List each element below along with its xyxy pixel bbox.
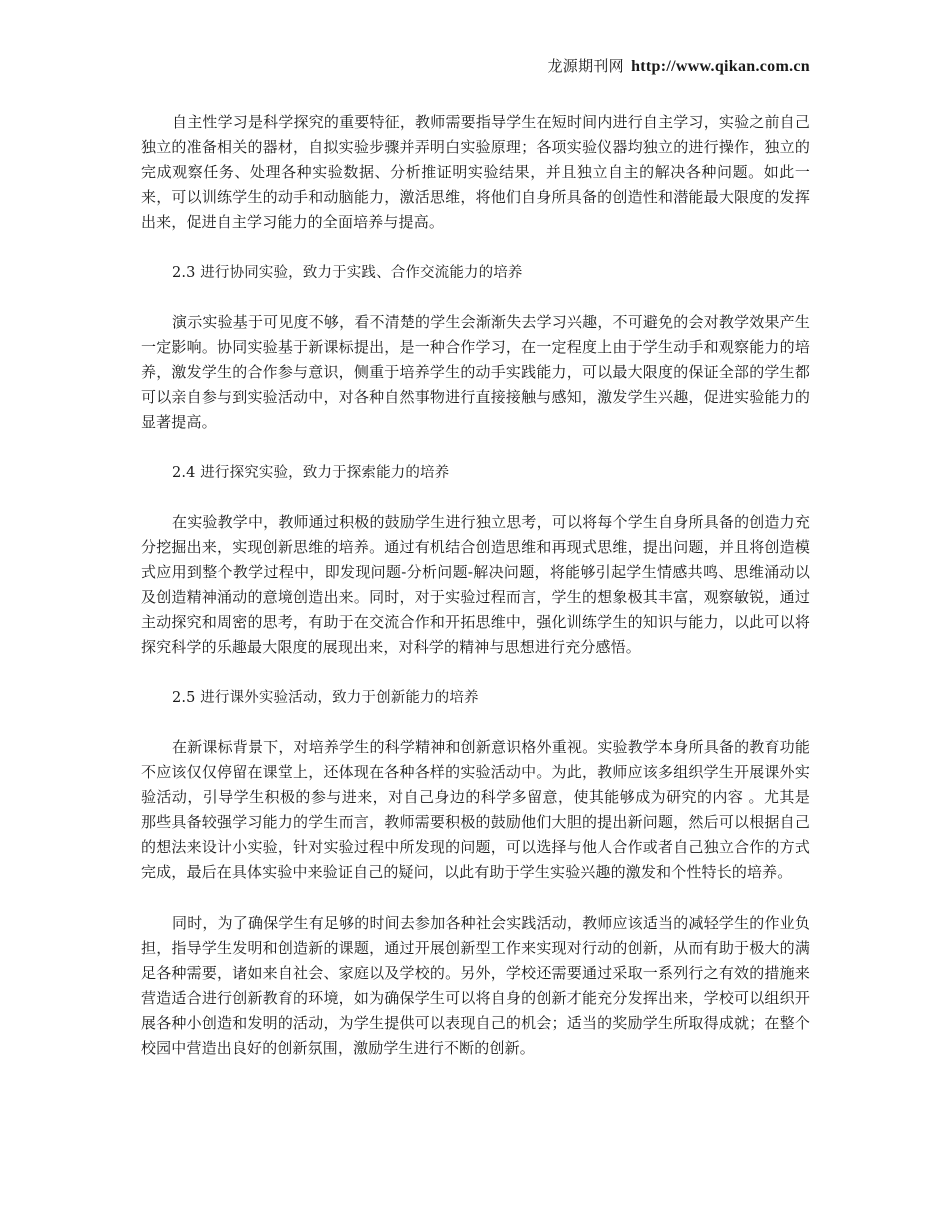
paragraph-self-learning: 自主性学习是科学探究的重要特征，教师需要指导学生在短时间内进行自主学习，实验之前自己独立的准备相关的器材，自拟实验步骤并弄明白实验原理；各项实验仪器均独立的进行操作，独立的完成观察任务、处理各种实验数据、分析推证明实验结果，并且独立自主的解决各种问题。如此一来，可以训练学生的动手和动脑能力，激活思维，将他们自身所具备的创造性和潜能最大限度的发挥出来，促进自主学习能力的全面培养与提高。 xyxy=(141,113,810,231)
section-heading-2-3: 2.3 进行协同实验，致力于实践、合作交流能力的培养 xyxy=(172,265,523,281)
paragraph-collaborative-experiment: 演示实验基于可见度不够，看不清楚的学生会渐渐失去学习兴趣，不可避免的会对教学效果产生一定影响。协同实验基于新课标提出，是一种合作学习，在一定程度上由于学生动手和观察能力的培养，激发学生的合作参与意识，侧重于培养学生的动手实践能力，可以最大限度的保证全部的学生都可以亲自参与到实验活动中，对各种自然事物进行直接接触与感知，激发学生兴趣，促进实验能力的显著提高。 xyxy=(141,313,810,431)
paragraph-exploratory-experiment: 在实验教学中，教师通过积极的鼓励学生进行独立思考，可以将每个学生自身所具备的创造力充分挖掘出来，实现创新思维的培养。通过有机结合创造思维和再现式思维，提出问题，并且将创造模式应用到整个教学过程中，即发现问题-分析问题-解决问题，将能够引起学生情感共鸣、思维涌动以及创造精神涌动的意境创造出来。同时，对于实验过程而言，学生的想象极其丰富，观察敏锐，通过主动探究和周密的思考，有助于在交流合作和开拓思维中，强化训练学生的知识与能力，以此可以将探究科学的乐趣最大限度的展现出来，对科学的精神与思想进行充分感悟。 xyxy=(141,513,810,656)
site-name: 龙源期刊网 xyxy=(547,57,624,75)
site-url: http://www.qikan.com.cn xyxy=(631,58,810,75)
paragraph-innovation-environment: 同时，为了确保学生有足够的时间去参加各种社会实践活动，教师应该适当的减轻学生的作业负担，指导学生发明和创造新的课题，通过开展创新型工作来实现对行动的创新，从而有助于极大的满足各种需要，诸如来自社会、家庭以及学校的。另外，学校还需要通过采取一系列行之有效的措施来营造适合进行创新教育的环境，如为确保学生可以将自身的创新才能充分发挥出来，学校可以组织开展各种小创造和发明的活动，为学生提供可以表现自己的机会；适当的奖励学生所取得成就；在整个校园中营造出良好的创新氛围，激励学生进行不断的创新。 xyxy=(141,914,810,1057)
article-body xyxy=(141,110,810,1061)
page-header xyxy=(547,55,810,78)
section-heading-2-5: 2.5 进行课外实验活动，致力于创新能力的培养 xyxy=(172,690,479,706)
section-heading-2-4: 2.4 进行探究实验，致力于探索能力的培养 xyxy=(172,465,450,481)
paragraph-extracurricular-activities: 在新课标背景下，对培养学生的科学精神和创新意识格外重视。实验教学本身所具备的教育功能不应该仅仅停留在课堂上，还体现在各种各样的实验活动中。为此，教师应该多组织学生开展课外实验活动，引导学生积极的参与进来，对自己身边的科学多留意，使其能够成为研究的内容 。尤其是那些具备较强学习能力的学生而言，教师需要积极的鼓励他们大胆的提出新问题，然后可以根据自己的想法来设计小实验，针对实验过程中所发现的问题，可以选择与他人合作或者自己独立合作的方式完成，最后在具体实验中来验证自己的疑问，以此有助于学生实验兴趣的激发和个性特长的培养。 xyxy=(141,738,810,881)
